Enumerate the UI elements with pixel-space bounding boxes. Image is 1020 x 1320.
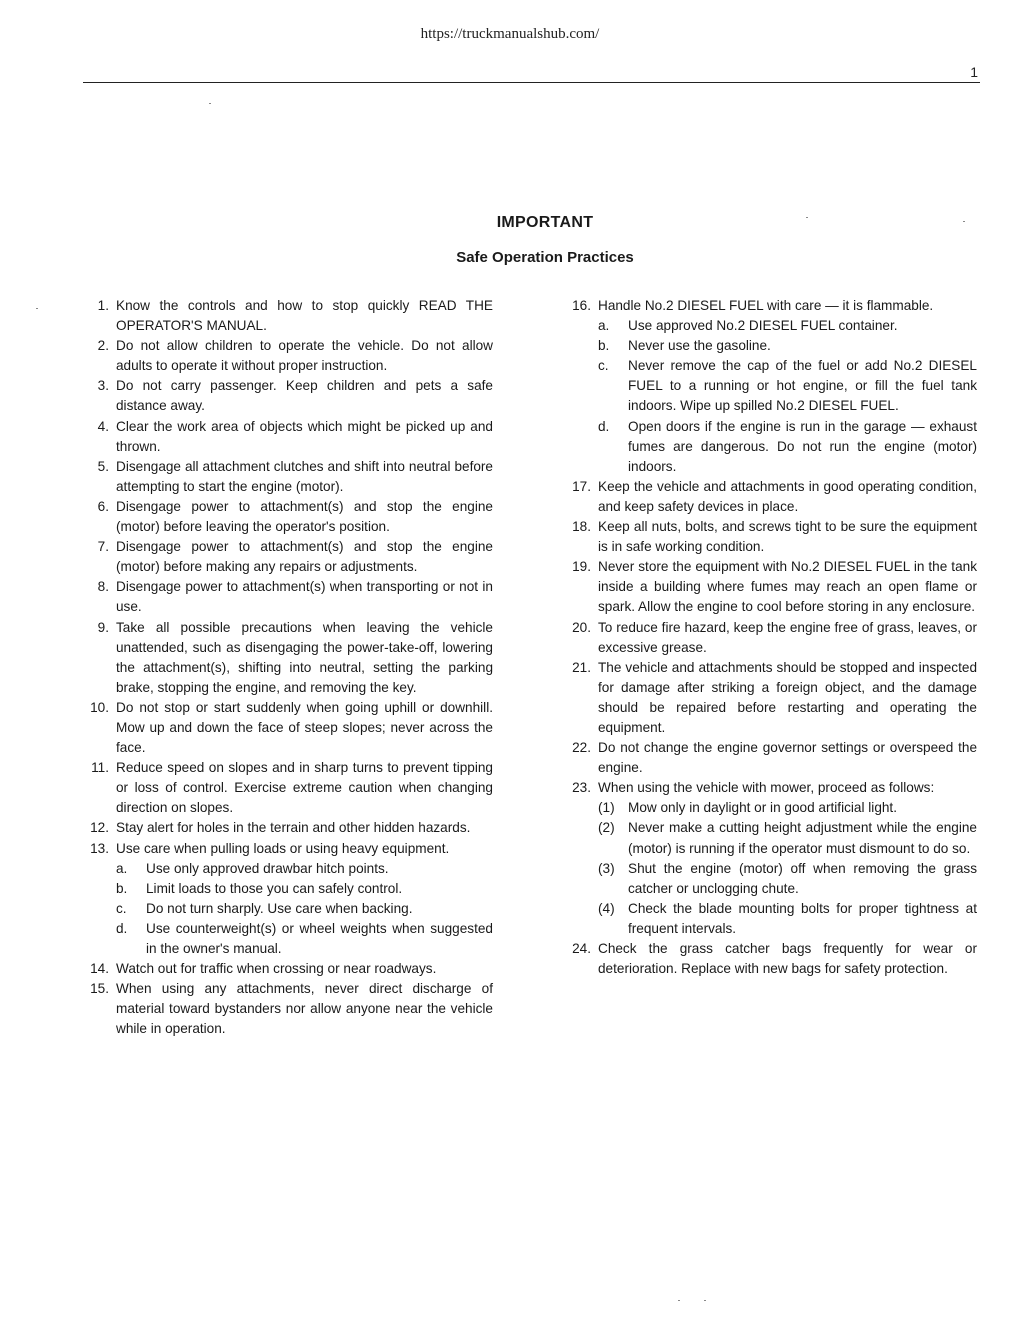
- item-text: Take all possible precautions when leaving the vehicle unattended, such as disengaging the power-take-off, lowering the attachment(s), shifting into neutral, setting the parking brake, stopping the engine, and removing the key.: [116, 619, 493, 695]
- item-number: 10.: [90, 699, 109, 715]
- sub-item-marker: (1): [598, 800, 615, 816]
- item-text: Do not stop or start suddenly when going uphill or downhill. Mow up and down the face of steep slopes; never across the face.: [116, 699, 493, 756]
- item-text: Clear the work area of objects which might be picked up and thrown.: [116, 418, 493, 454]
- item-text: Disengage all attachment clutches and shift into neutral before attempting to start the engine (motor).: [116, 458, 493, 494]
- page-number: 1: [970, 64, 978, 80]
- item-text: Keep all nuts, bolts, and screws tight to be sure the equipment is in safe working condition.: [598, 519, 977, 555]
- item-body: [591, 557, 977, 617]
- safety-item: [560, 778, 977, 939]
- item-number: 15.: [90, 981, 109, 997]
- sub-item-text: Never remove the cap of the fuel or add No.2 DIESEL FUEL to a running or hot engine, or fill the fuel tank indoors. Wipe up spilled No.2 DIESEL FUEL.: [628, 358, 977, 414]
- item-number: 23.: [572, 780, 591, 796]
- item-text: Check the grass catcher bags frequently for wear or deterioration. Replace with new bags for safety protection.: [598, 941, 977, 977]
- safety-item: [78, 818, 493, 838]
- sub-item-text: Use counterweight(s) or wheel weights when suggested in the owner's manual.: [146, 920, 493, 956]
- sub-item-text: Shut the engine (motor) off when removing the grass catcher or unclogging chute.: [628, 860, 977, 896]
- safety-item: [560, 738, 977, 778]
- item-body: [109, 698, 493, 758]
- item-body: [109, 537, 493, 577]
- item-text: Watch out for traffic when crossing or near roadways.: [116, 961, 437, 977]
- item-body: [109, 618, 493, 698]
- sub-item: [598, 859, 977, 899]
- safety-item: [78, 959, 493, 979]
- safety-item: [78, 839, 493, 960]
- safety-item: [78, 618, 493, 698]
- item-number: 14.: [90, 961, 109, 977]
- sub-item-text: Check the blade mounting bolts for proper tightness at frequent intervals.: [628, 900, 977, 936]
- item-number: 17.: [572, 478, 591, 494]
- item-number: 18.: [572, 519, 591, 535]
- item-number: 13.: [90, 840, 109, 856]
- safety-item: [560, 618, 977, 658]
- item-body: [109, 417, 493, 457]
- item-number: 19.: [572, 559, 591, 575]
- sub-item-marker: b.: [598, 338, 610, 354]
- sub-item-text: Use approved No.2 DIESEL FUEL container.: [628, 318, 898, 334]
- safety-item: [560, 557, 977, 617]
- item-number: 8.: [97, 579, 109, 595]
- item-body: [109, 457, 493, 497]
- item-body: [591, 477, 977, 517]
- safety-item: [78, 497, 493, 537]
- item-body: [109, 818, 493, 838]
- item-number: 6.: [97, 498, 109, 514]
- item-text: To reduce fire hazard, keep the engine free of grass, leaves, or excessive grease.: [598, 619, 977, 655]
- item-text: Disengage power to attachment(s) when transporting or not in use.: [116, 579, 493, 615]
- item-body: [591, 618, 977, 658]
- safety-item: [78, 698, 493, 758]
- item-body: [591, 658, 977, 738]
- item-number: 2.: [97, 338, 109, 354]
- item-text: Do not allow children to operate the vehicle. Do not allow adults to operate it without proper instruction.: [116, 338, 493, 374]
- sub-item-marker: c.: [116, 900, 127, 916]
- sub-item: [598, 899, 977, 939]
- sub-item-marker: a.: [598, 318, 610, 334]
- item-text: Stay alert for holes in the terrain and other hidden hazards.: [116, 820, 471, 836]
- sub-item: [598, 316, 977, 336]
- item-number: 16.: [572, 298, 591, 313]
- sub-item-text: Open doors if the engine is run in the garage — exhaust fumes are dangerous. Do not run the engine (motor) indoors.: [628, 418, 977, 474]
- sub-item: [598, 417, 977, 477]
- sub-item: [116, 879, 493, 899]
- page-title: IMPORTANT: [496, 214, 594, 231]
- sub-item-text: Mow only in daylight or in good artificial light.: [628, 800, 897, 816]
- scan-speck: [963, 221, 965, 222]
- sub-item: [598, 798, 977, 818]
- item-text: When using any attachments, never direct discharge of material toward bystanders nor allow anyone near the vehicle while in operation.: [116, 981, 493, 1037]
- item-text: Handle No.2 DIESEL FUEL with care — it is flammable.: [598, 298, 934, 313]
- sub-item-marker: c.: [598, 358, 609, 374]
- item-text: Disengage power to attachment(s) and stop the engine (motor) before leaving the operator's position.: [116, 498, 493, 535]
- item-body: [109, 979, 493, 1039]
- sub-item: [598, 336, 977, 356]
- item-number: 22.: [572, 740, 591, 756]
- scan-speck: [209, 103, 211, 104]
- item-body: [591, 778, 977, 939]
- item-text: Do not carry passenger. Keep children and pets a safe distance away.: [116, 378, 493, 414]
- item-body: [109, 376, 493, 416]
- safety-item: [560, 517, 977, 557]
- item-text: Never store the equipment with No.2 DIESEL FUEL in the tank inside a building where fumes may reach an open flame or spark. Allow the engine to cool before storing in any enclosure.: [598, 559, 977, 615]
- safety-item: [78, 336, 493, 376]
- item-body: [591, 296, 977, 477]
- sub-item-text: Limit loads to those you can safely control.: [146, 880, 403, 896]
- sub-item-marker: d.: [598, 418, 610, 434]
- item-number: 12.: [90, 820, 109, 836]
- item-number: 1.: [97, 298, 109, 313]
- safety-item: [560, 477, 977, 517]
- item-body: [109, 577, 493, 617]
- item-text: Use care when pulling loads or using heavy equipment.: [116, 840, 450, 856]
- sub-item-text: Do not turn sharply. Use care when backing.: [146, 900, 413, 916]
- item-body: [591, 517, 977, 557]
- safety-item: [78, 296, 493, 336]
- item-body: [109, 959, 493, 979]
- safety-item: [560, 658, 977, 738]
- item-text: Reduce speed on slopes and in sharp turns to prevent tipping or loss of control. Exercise extreme caution when changing direction on slopes.: [116, 760, 493, 816]
- item-text: Disengage power to attachment(s) and stop the engine (motor) before making any repairs or adjustments.: [116, 539, 493, 575]
- item-number: 11.: [91, 760, 109, 776]
- sub-item-marker: (4): [598, 900, 615, 916]
- safety-item: [78, 537, 493, 577]
- safety-item: [78, 457, 493, 497]
- sub-item-marker: (2): [598, 820, 615, 836]
- sub-item-marker: d.: [116, 920, 128, 936]
- sub-item: [598, 818, 977, 858]
- item-text: Do not change the engine governor settings or overspeed the engine.: [598, 740, 977, 776]
- sub-item-text: Never use the gasoline.: [628, 338, 771, 354]
- item-text: When using the vehicle with mower, proceed as follows:: [598, 780, 935, 796]
- item-number: 21.: [572, 659, 591, 675]
- item-text: Keep the vehicle and attachments in good operating condition, and keep safety devices in place.: [598, 478, 977, 514]
- item-number: 20.: [572, 619, 591, 635]
- item-body: [109, 497, 493, 537]
- safety-item: [560, 939, 977, 979]
- scan-speck: [36, 308, 38, 309]
- item-text: Know the controls and how to stop quickly READ THE OPERATOR'S MANUAL.: [116, 298, 493, 334]
- item-number: 9.: [97, 619, 109, 635]
- scan-speck: [678, 1300, 680, 1301]
- sub-item: [116, 919, 493, 959]
- item-number: 4.: [97, 418, 109, 434]
- safety-item: [560, 296, 977, 477]
- safety-item: [78, 376, 493, 416]
- item-body: [109, 296, 493, 336]
- item-number: 7.: [97, 539, 109, 555]
- sub-item: [598, 356, 977, 416]
- item-text: The vehicle and attachments should be stopped and inspected for damage after striking a foreign object, and the damage should be repaired before restarting and operating the equipment.: [598, 659, 977, 735]
- sub-item-marker: (3): [598, 860, 615, 876]
- item-number: 24.: [572, 941, 591, 956]
- safety-item: [78, 577, 493, 617]
- item-body: [591, 939, 977, 979]
- safety-item: [78, 979, 493, 1039]
- safety-item: [78, 758, 493, 818]
- sub-item-marker: b.: [116, 880, 128, 896]
- source-url: https://truckmanualshub.com/: [420, 26, 600, 42]
- sub-item: [116, 859, 493, 879]
- item-body: [109, 758, 493, 818]
- item-body: [591, 738, 977, 778]
- safety-item: [78, 417, 493, 457]
- left-column: [78, 296, 493, 1039]
- sub-item-text: Never make a cutting height adjustment while the engine (motor) is running if the operator must dismount to do so.: [628, 820, 977, 856]
- item-body: [109, 336, 493, 376]
- scan-speck: [704, 1300, 706, 1301]
- sub-item-text: Use only approved drawbar hitch points.: [146, 860, 389, 876]
- header-rule: [83, 82, 980, 83]
- page-subtitle: Safe Operation Practices: [456, 249, 634, 266]
- item-number: 3.: [97, 378, 109, 394]
- right-column: [560, 296, 977, 979]
- sub-item: [116, 899, 493, 919]
- item-body: [109, 839, 493, 960]
- scan-speck: [806, 217, 808, 218]
- item-number: 5.: [97, 458, 109, 474]
- sub-item-marker: a.: [116, 860, 128, 876]
